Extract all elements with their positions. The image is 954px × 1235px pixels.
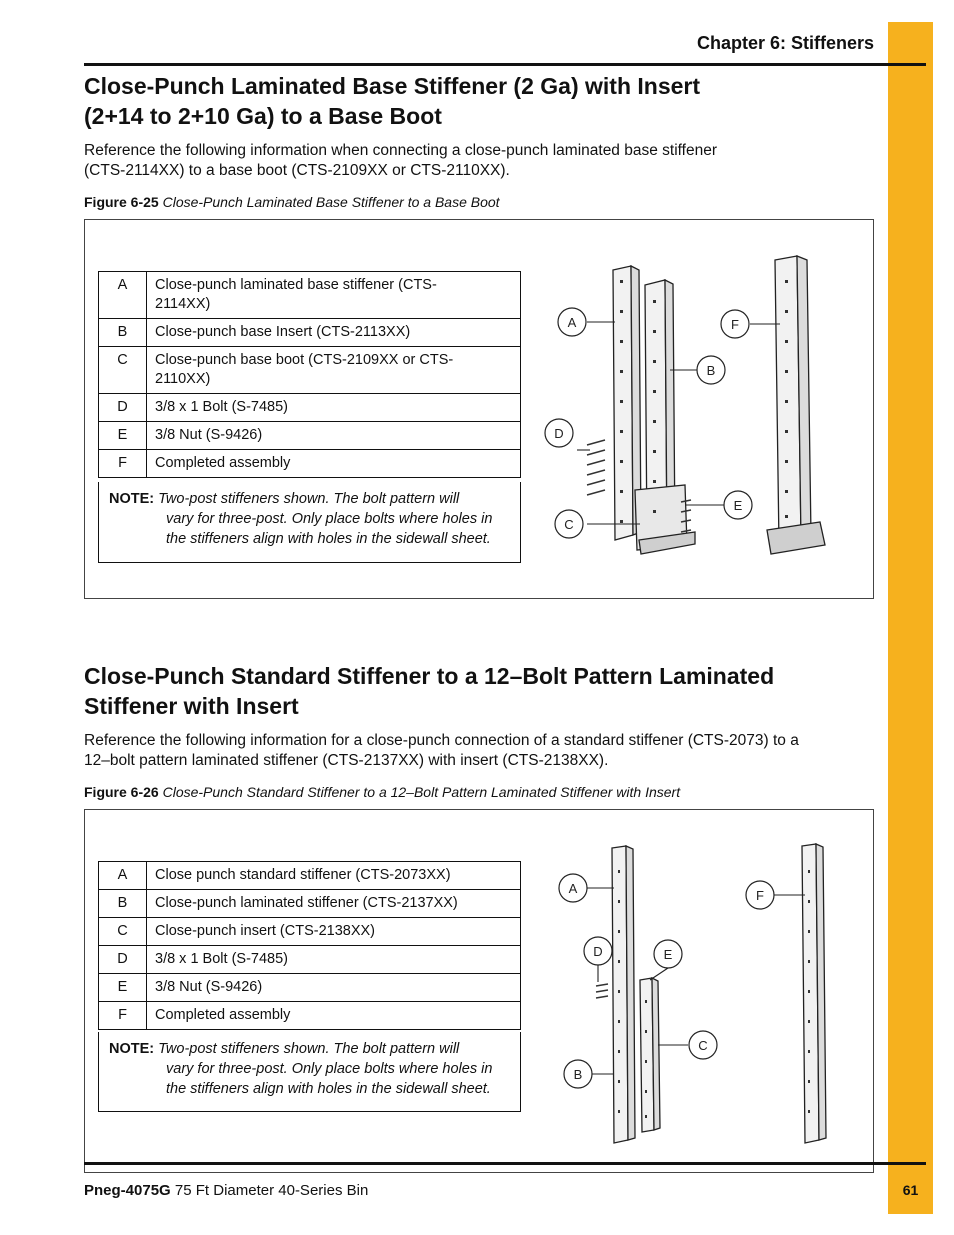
- callout-b: B: [706, 363, 716, 378]
- callout-c: C: [564, 517, 574, 532]
- callout-a: A: [567, 315, 577, 330]
- doc-id: Pneg-4075G: [84, 1182, 171, 1199]
- page-number: 61: [902, 1182, 919, 1198]
- part-key: E: [99, 974, 147, 1002]
- callout-f: F: [756, 888, 764, 903]
- header-rule: [84, 63, 926, 66]
- figure-6-25-caption: [84, 194, 500, 210]
- figure-6-25-parts-table: [98, 271, 521, 478]
- callout-f: F: [731, 317, 739, 332]
- callout-d: D: [593, 944, 603, 959]
- table-row: [99, 394, 521, 422]
- figure-label: Figure 6-25: [84, 194, 159, 210]
- table-row: [99, 422, 521, 450]
- part-desc: Close-punch base Insert (CTS-2113XX): [147, 319, 521, 347]
- figure-6-25-note: [98, 482, 521, 563]
- part-key: D: [99, 946, 147, 974]
- figure-6-26-caption: [84, 784, 680, 800]
- footer-rule: [84, 1162, 926, 1165]
- section2-body-line2: 12–bolt pattern laminated stiffener (CTS-2137XX) with insert (CTS-2138XX).: [84, 752, 609, 769]
- part-desc: Completed assembly: [147, 1002, 521, 1030]
- bolts-d: [587, 440, 605, 495]
- part-key: F: [99, 450, 147, 478]
- note-line1: Two-post stiffeners shown. The bolt pattern will: [158, 491, 460, 507]
- figure-6-26-note: [98, 1032, 521, 1112]
- part-desc: Close-punch insert (CTS-2138XX): [147, 918, 521, 946]
- section1-body-line2: (CTS-2114XX) to a base boot (CTS-2109XX or CTS-2110XX).: [84, 162, 510, 179]
- bolts-d: [596, 984, 608, 998]
- section1-title: [84, 71, 864, 131]
- chapter-tab: [888, 22, 933, 1214]
- section1-body: [84, 141, 874, 181]
- part-desc: Close-punch laminated base stiffener (CTS- 2114XX): [147, 272, 521, 319]
- section2-title-line2: Stiffener with Insert: [84, 693, 299, 719]
- footer: [84, 1182, 368, 1199]
- part-desc: Close-punch laminated stiffener (CTS-2137XX): [147, 890, 521, 918]
- section2-title: [84, 661, 864, 721]
- table-row: [99, 450, 521, 478]
- note-line3: the stiffeners align with holes in the sidewall sheet.: [166, 1081, 491, 1097]
- part-key: C: [99, 347, 147, 394]
- part-desc: Close-punch base boot (CTS-2109XX or CTS- 2110XX): [147, 347, 521, 394]
- table-row: [99, 272, 521, 319]
- note-label: NOTE:: [109, 491, 155, 507]
- part-key: B: [99, 319, 147, 347]
- figure-caption-text: Close-Punch Laminated Base Stiffener to a Base Boot: [162, 194, 500, 210]
- doc-title: 75 Ft Diameter 40-Series Bin: [174, 1182, 369, 1199]
- table-row: [99, 918, 521, 946]
- section1-title-line1: Close-Punch Laminated Base Stiffener (2 Ga) with Insert: [84, 73, 701, 99]
- callout-e: E: [663, 947, 673, 962]
- table-row: [99, 347, 521, 394]
- table-row: [99, 319, 521, 347]
- note-label: NOTE:: [109, 1041, 155, 1057]
- note-line2: vary for three-post. Only place bolts where holes in: [166, 511, 493, 527]
- table-row: [99, 890, 521, 918]
- note-line3: the stiffeners align with holes in the sidewall sheet.: [166, 531, 491, 547]
- figure-6-26-parts-table: [98, 861, 521, 1030]
- part-key: B: [99, 890, 147, 918]
- callout-b: B: [573, 1067, 583, 1082]
- figure-6-25-illustration: [535, 240, 855, 575]
- part-key: F: [99, 1002, 147, 1030]
- standard-stiffener-a-shape: [612, 846, 628, 1143]
- table-row: [99, 974, 521, 1002]
- part-key: C: [99, 918, 147, 946]
- table-row: [99, 1002, 521, 1030]
- section2-body-line1: Reference the following information for a close-punch connection of a standard stiffener (CTS-2073) to a: [84, 732, 799, 749]
- figure-caption-text: Close-Punch Standard Stiffener to a 12–Bolt Pattern Laminated Stiffener with Insert: [162, 784, 681, 800]
- section1-title-line2: (2+14 to 2+10 Ga) to a Base Boot: [84, 103, 442, 129]
- part-desc: 3/8 Nut (S-9426): [147, 422, 521, 450]
- callout-e: E: [733, 498, 743, 513]
- table-row: [99, 946, 521, 974]
- part-key: D: [99, 394, 147, 422]
- figure-6-26-illustration: [540, 840, 860, 1150]
- callout-a: A: [568, 881, 578, 896]
- note-line1: Two-post stiffeners shown. The bolt pattern will: [158, 1041, 460, 1057]
- note-line2: vary for three-post. Only place bolts where holes in: [166, 1061, 493, 1077]
- chapter-title: Chapter 6: Stiffeners: [696, 33, 874, 53]
- section2-title-line1: Close-Punch Standard Stiffener to a 12–Bolt Pattern Laminated: [84, 663, 775, 689]
- callout-d: D: [554, 426, 564, 441]
- part-desc: 3/8 Nut (S-9426): [147, 974, 521, 1002]
- section1-body-line1: Reference the following information when connecting a close-punch laminated base stiffener: [84, 142, 718, 159]
- part-key: A: [99, 272, 147, 319]
- part-key: A: [99, 862, 147, 890]
- section2-body: [84, 731, 874, 771]
- part-desc: Completed assembly: [147, 450, 521, 478]
- part-key: E: [99, 422, 147, 450]
- part-desc: 3/8 x 1 Bolt (S-7485): [147, 394, 521, 422]
- callout-c: C: [698, 1038, 708, 1053]
- part-desc: 3/8 x 1 Bolt (S-7485): [147, 946, 521, 974]
- part-desc: Close punch standard stiffener (CTS-2073XX): [147, 862, 521, 890]
- table-row: [99, 862, 521, 890]
- figure-label: Figure 6-26: [84, 784, 159, 800]
